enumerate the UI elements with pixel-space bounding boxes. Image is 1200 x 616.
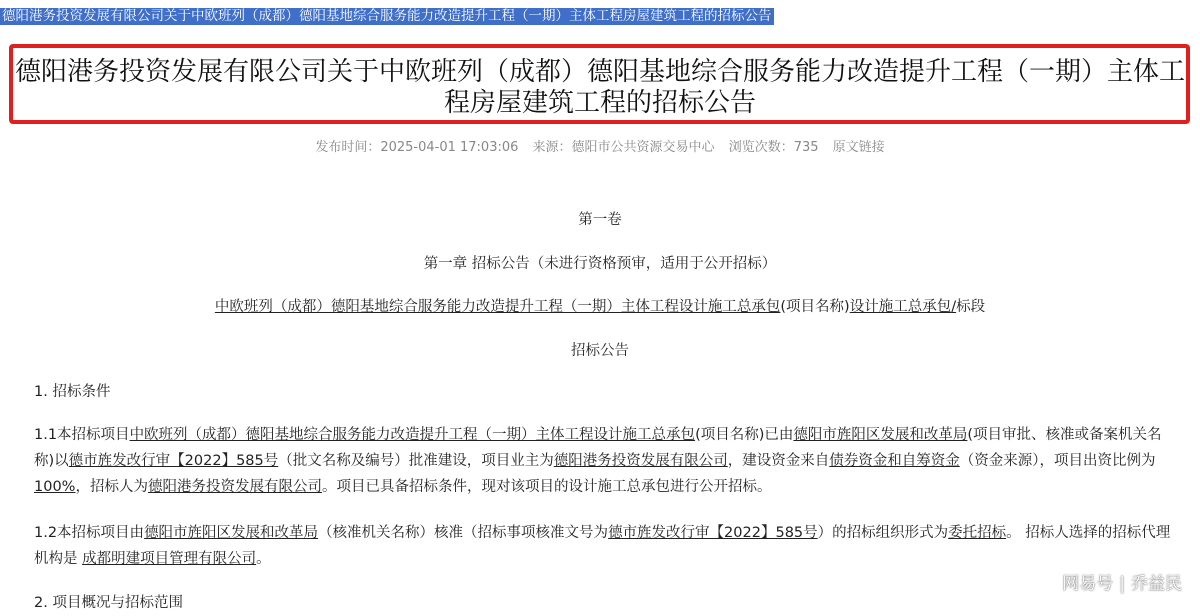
source: 来源：德阳市公共资源交易中心 <box>532 140 715 155</box>
p11-text: (项目名称)已由 <box>695 427 794 443</box>
p11-text: ，建设资金来自 <box>727 453 830 469</box>
p11-text: 。项目已具备招标条件，现对该项目的设计施工总承包进行公开招标。 <box>321 479 772 495</box>
p12-text: 。 <box>256 551 271 567</box>
volume-heading: 第一卷 <box>578 212 622 228</box>
p11-owner: 德阳港务投资发展有限公司 <box>553 453 728 469</box>
p11-ratio: 100% <box>34 479 76 495</box>
p11-doc-no: 德市旌发改行审【2022】585号 <box>68 453 279 469</box>
section-1-heading: 1. 招标条件 <box>34 384 111 400</box>
watermark <box>1062 569 1182 594</box>
page-title: 德阳港务投资发展有限公司关于中欧班列（成都）德阳基地综合服务能力改造提升工程（一期）主体工程房屋建筑工程的招标公告 <box>14 57 1185 118</box>
p11-funding: 债券资金和自筹资金 <box>829 453 960 469</box>
paragraph-1-1 <box>34 422 1174 500</box>
view-count: 浏览次数：735 <box>728 140 819 155</box>
p11-tenderer: 德阳港务投资发展有限公司 <box>147 479 322 495</box>
p11-text: (项目审批、核准或备案机关名称)以 <box>34 427 1162 469</box>
p12-text: 。 招标人选择的招标代理机构是 <box>34 525 1171 567</box>
p12-text: （核准机关名称）核准（招标事项核准文号为 <box>318 525 609 541</box>
p11-text: （资金来源），项目出资比例为 <box>959 453 1156 469</box>
section-name: 设计施工总承包 <box>849 299 952 315</box>
selected-title-text: 德阳港务投资发展有限公司关于中欧班列（成都）德阳基地综合服务能力改造提升工程（一期）主体工程房屋建筑工程的招标公告 <box>2 8 772 24</box>
paragraph-1-2 <box>34 520 1174 572</box>
section-2-heading-partial: 2. 项目概况与招标范围 <box>34 595 183 611</box>
section-note: 标段 <box>956 299 986 315</box>
p11-text: （批文名称及编号）批准建设，项目业主为 <box>278 453 554 469</box>
p11-text: 1.1本招标项目 <box>34 427 130 443</box>
p12-agency: 成都明建项目管理有限公司 <box>82 551 257 567</box>
project-name: 中欧班列（成都）德阳基地综合服务能力改造提升工程（一期）主体工程设计施工总承包 <box>214 299 781 315</box>
watermark-platform: 网易号 <box>1062 574 1114 594</box>
p11-approver: 德阳市旌阳区发展和改革局 <box>793 427 968 443</box>
article-meta <box>0 136 1200 155</box>
p12-doc-no: 德市旌发改行审【2022】585号 <box>608 525 818 541</box>
p12-approver: 德阳市旌阳区发展和改革局 <box>144 525 319 541</box>
project-line <box>0 295 1200 316</box>
p11-text: ，招标人为 <box>75 479 148 495</box>
watermark-separator: | <box>1119 574 1125 594</box>
p12-text: 1.2本招标项目由 <box>34 525 145 541</box>
section-separator: / <box>951 299 957 315</box>
chapter-heading: 第一章 招标公告（未进行资格预审，适用于公开招标） <box>423 256 777 272</box>
p11-project: 中欧班列（成都）德阳基地综合服务能力改造提升工程（一期）主体工程设计施工总承包 <box>129 427 696 443</box>
p12-form: 委托招标 <box>948 525 1007 541</box>
notice-heading: 招标公告 <box>571 343 629 359</box>
original-link[interactable]: 原文链接 <box>832 140 885 155</box>
project-name-note: (项目名称) <box>780 299 850 315</box>
p12-text: ）的招标组织形式为 <box>817 525 949 541</box>
watermark-author: 乔益民 <box>1131 574 1182 594</box>
publish-time: 发布时间：2025-04-01 17:03:06 <box>315 140 519 155</box>
